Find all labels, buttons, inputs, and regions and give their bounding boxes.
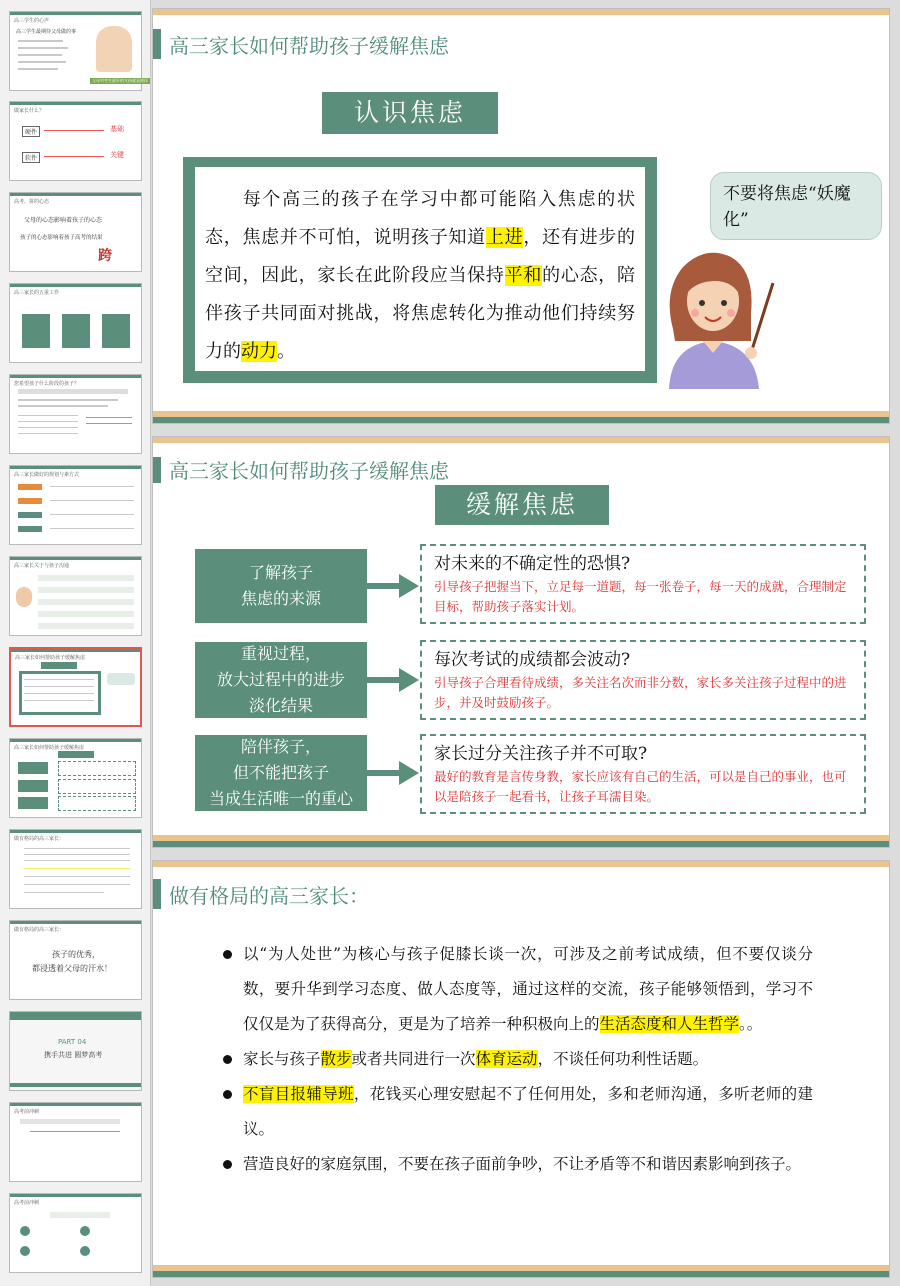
highlight-motivation: 动力 xyxy=(241,341,277,362)
strategy-box-value-process: 重视过程， 放大过程中的进步 淡化结果 xyxy=(195,642,367,718)
bullet-dot-icon xyxy=(223,950,232,959)
slide-title-bar xyxy=(153,29,449,59)
people-icon xyxy=(16,587,32,607)
anxiety-paragraph: 每个高三的孩子在学习中都可能陷入焦虑的状态，焦虑并不可怕，说明孩子知道上进，还有进步的空间，因此，家长在此阶段应当保持平和的心态，陪伴孩子共同面对挑战，将焦虑转化为推动他们持续努力的动力。 xyxy=(195,167,645,371)
highlight-walk: 散步 xyxy=(320,1050,352,1068)
slide-title-bar xyxy=(153,879,369,909)
arrow-right-icon xyxy=(367,761,419,785)
slide-thumbnail-panel[interactable] xyxy=(0,0,151,1286)
section-badge: 认识焦虑 xyxy=(322,92,498,134)
slide-thumbnail-14[interactable]: 高考前冲刺 xyxy=(9,1193,142,1273)
slide-thumbnail-8[interactable]: 高三家长如何帮助孩子缓解焦虑 xyxy=(9,647,142,727)
advice-item-exercise: 家长与孩子散步或者共同进行一次体育运动，不谈任何功利性话题。 xyxy=(223,1042,813,1077)
slide-title: 做有格局的高三家长： xyxy=(169,883,369,908)
arrow-right-icon xyxy=(367,668,419,692)
slide-thumbnail-10[interactable]: 做有格局的高三家长： xyxy=(9,829,142,909)
slide-title: 高三家长如何帮助孩子缓解焦虑 xyxy=(169,459,449,483)
answer-question: 家长过分关注孩子并不可取? xyxy=(434,744,648,764)
section-badge: 缓解焦虑 xyxy=(435,485,609,525)
slide-thumbnail-12[interactable]: PART 04 携手共进 圆梦高考 xyxy=(9,1011,142,1091)
slide-recognize-anxiety[interactable] xyxy=(152,8,890,424)
thumb-figure-icon xyxy=(96,26,132,72)
highlight-life-attitude: 生活态度和人生哲学 xyxy=(599,1015,740,1033)
answer-box-overattention xyxy=(420,734,866,814)
slide-thumbnail-6[interactable]: 高三家长做好的规划与素方式 xyxy=(9,465,142,545)
answer-box-score-fluctuation xyxy=(420,640,866,720)
strategy-box-understand-source: 了解孩子 焦虑的来源 xyxy=(195,549,367,623)
slide-thumbnail-9[interactable]: 高三家长如何帮助孩子缓解焦虑 xyxy=(9,738,142,818)
bullet-dot-icon xyxy=(223,1160,232,1169)
slide-thumbnail-1[interactable]: 高三学生的心声 高三学生最期待父母做的事 父母对考生最好的支持就是陪伴 xyxy=(9,11,142,91)
slide-title: 高三家长如何帮助孩子缓解焦虑 xyxy=(169,33,449,58)
bullet-dot-icon xyxy=(223,1090,232,1099)
slide-relieve-anxiety[interactable] xyxy=(152,436,890,848)
advice-item-family: 营造良好的家庭氛围，不要在孩子面前争吵，不让矛盾等不和谐因素影响到孩子。 xyxy=(223,1147,813,1182)
slide-title-bar xyxy=(153,455,449,484)
slide-broad-minded-parents[interactable] xyxy=(152,860,890,1278)
slide-thumbnail-2[interactable]: 做家长什么？ 硬件 软件 基础 关键 xyxy=(9,101,142,181)
answer-question: 对未来的不确定性的恐惧? xyxy=(434,554,631,574)
teacher-illustration-icon xyxy=(655,241,775,389)
advice-item-tutoring: 不盲目报辅导班，花钱买心理安慰起不了任何用处，多和老师沟通，多听老师的建议。 xyxy=(223,1077,813,1147)
advice-list xyxy=(223,937,813,1182)
slide-thumbnail-13[interactable]: 高考前冲刺 xyxy=(9,1102,142,1182)
bullet-dot-icon xyxy=(223,1055,232,1064)
answer-box-uncertainty xyxy=(420,544,866,624)
highlight-sports: 体育运动 xyxy=(475,1050,538,1068)
answer-text: 最好的教育是言传身教，家长应该有自己的生活，可以是自己的事业，也可以是陪孩子一起看书，让孩子耳濡目染。 xyxy=(434,769,847,804)
slide-thumbnail-11[interactable]: 做有格局的高三家长： 孩子的优秀， 都浸透着父母的汗水！ xyxy=(9,920,142,1000)
arrow-right-icon xyxy=(367,574,419,598)
slide-thumbnail-3[interactable]: 高考、拼的心态 父母的心态影响着孩子的心态 孩子的心态影响着孩子高考的结果 跨 xyxy=(9,192,142,272)
answer-question: 每次考试的成绩都会波动? xyxy=(434,650,631,670)
runner-icon: 跨 xyxy=(98,248,112,264)
slide-thumbnail-4[interactable]: 高三家长的五重工作 xyxy=(9,283,142,363)
answer-text: 引导孩子把握当下，立足每一道题，每一张卷子，每一天的成就，合理制定目标，帮助孩子落实计划。 xyxy=(434,579,847,614)
strategy-box-accompany: 陪伴孩子， 但不能把孩子 当成生活唯一的重心 xyxy=(195,735,367,811)
advice-item-talk: 以“为人处世”为核心与孩子促膝长谈一次，可涉及之前考试成绩，但不要仅谈分数，要升华到学习态度、做人态度等，通过这样的交流，孩子能够领悟到，学习不仅仅是为了获得高分，更是为了培养一种积极向上的生活态度和人生哲学。。 xyxy=(223,937,813,1042)
slide-thumbnail-5[interactable]: 您希望孩子什么阶段的孩子？ xyxy=(9,374,142,454)
speech-bubble: 不要将焦虑“妖魔化” xyxy=(710,172,882,240)
answer-text: 引导孩子合理看待成绩，多关注名次而非分数，家长多关注孩子过程中的进步，并及时鼓励孩子。 xyxy=(434,675,847,710)
content-frame xyxy=(183,157,657,383)
highlight-no-tutoring: 不盲目报辅导班 xyxy=(243,1085,354,1103)
highlight-calm: 平和 xyxy=(504,265,543,286)
slide-thumbnail-7[interactable]: 高三家长关于与孩子沟通 xyxy=(9,556,142,636)
highlight-progress: 上进 xyxy=(485,227,524,248)
